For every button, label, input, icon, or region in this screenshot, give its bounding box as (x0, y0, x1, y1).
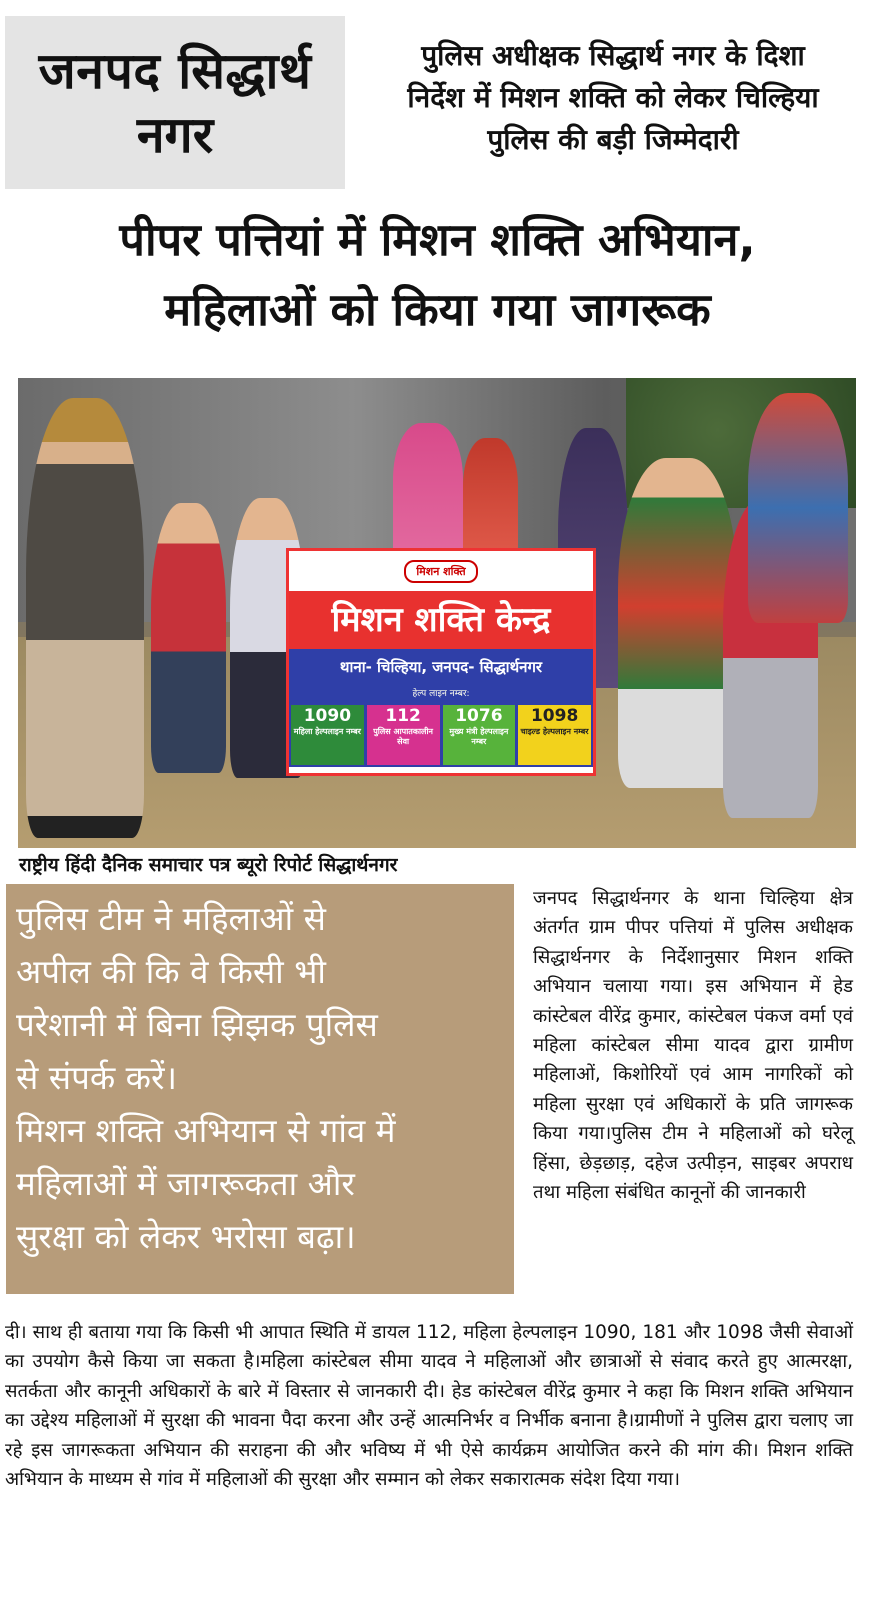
quote-line: से संपर्क करें। (16, 1058, 178, 1097)
article-column-text: जनपद सिद्धार्थनगर के थाना चिल्हिया क्षेत्र अंतर्गत ग्राम पीपर पत्तियां में पुलिस अधीक्षक सिद्धार्थनगर के निर्देशानुसार मिशन शक्ति अभियान चलाया गया। इस अभियान में हेड कांस्टेबल वीरेंद्र कुमार, कांस्टेबल पंकज वर्मा एवं महिला कांस्टेबल सीमा यादव द्वारा ग्रामीण महिलाओं, किशोरियों एवं आम नागरिकों को महिला सुरक्षा एवं अधिकारों के प्रति जागरूक किया गया।पुलिस टीम ने महिलाओं को घरेलू हिंसा, छेड़छाड़, दहेज उत्पीड़न, साइबर अपराध तथा महिला संबंधित कानूनों की जानकारी (533, 888, 853, 1204)
woman-figure (463, 438, 518, 558)
quote-line: अपील की कि वे किसी भी (16, 952, 326, 991)
pull-quote-box (6, 884, 514, 1294)
helpline-1090 (291, 705, 364, 765)
district-title-line1: जनपद सिद्धार्थ (38, 41, 312, 100)
news-photo (18, 378, 856, 848)
helpline-number: 1090 (303, 706, 352, 726)
banner-helpline-label: हेल्प लाइन नम्बर: (289, 685, 593, 703)
banner-title: मिशन शक्ति केन्द्र (289, 591, 593, 649)
helpline-1076 (443, 705, 516, 765)
headline (0, 205, 875, 345)
subheading (358, 35, 868, 161)
helpline-1098 (518, 705, 591, 765)
quote-line: महिलाओं में जागरूकता और (16, 1164, 355, 1203)
banner-top (289, 551, 593, 591)
article-body-text: दी। साथ ही बताया गया कि किसी भी आपात स्थिति में डायल 112, महिला हेल्पलाइन 1090, 181 और 1098 जैसी सेवाओं का उपयोग कैसे किया जा सकता है।महिला कांस्टेबल सीमा यादव ने महिलाओं और छात्राओं से संवाद करते हुए आत्मरक्षा, सतर्कता और कानूनी अधिकारों के बारे में विस्तार से जानकारी दी। हेड कांस्टेबल वीरेंद्र कुमार ने कहा कि मिशन शक्ति अभियान का उद्देश्य महिलाओं में सुरक्षा की भावना पैदा करना और उन्हें आत्मनिर्भर व निर्भीक बनाना है।ग्रामीणों ने पुलिस द्वारा चलाए जा रहे इस जागरूकता अभियान की सराहना की और भविष्य में भी ऐसे कार्यक्रम आयोजित करने की मांग की। मिशन शक्ति अभियान के माध्यम से गांव में महिलाओं की सुरक्षा और सम्मान को लेकर सकारात्मक संदेश दिया गया। (5, 1322, 853, 1491)
banner-subtitle: थाना- चिल्हिया, जनपद- सिद्धार्थनगर (289, 649, 593, 685)
quote-line: पुलिस टीम ने महिलाओं से (16, 899, 326, 938)
subheading-line1: पुलिस अधीक्षक सिद्धार्थ नगर के दिशा (421, 39, 805, 72)
helpline-text: महिला हेल्पलाइन नम्बर (293, 727, 361, 736)
helpline-number: 112 (385, 706, 421, 726)
helpline-text: चाइल्ड हेल्पलाइन नम्बर (520, 727, 589, 736)
helpline-text: पुलिस आपातकालीन सेवा (373, 727, 433, 746)
helpline-number: 1076 (455, 706, 503, 726)
subheading-line2: निर्देश में मिशन शक्ति को लेकर चिल्हिया (407, 81, 819, 114)
banner-logo: मिशन शक्ति (404, 560, 477, 583)
officer-figure (26, 398, 144, 838)
headline-line2: महिलाओं को किया गया जागरूक (164, 283, 711, 336)
mission-shakti-banner (286, 548, 596, 776)
quote-line: मिशन शक्ति अभियान से गांव में (16, 1111, 396, 1150)
bureau-credit: राष्ट्रीय हिंदी दैनिक समाचार पत्र ब्यूरो रिपोर्ट सिद्धार्थनगर (19, 854, 398, 876)
woman-figure (748, 393, 848, 623)
district-title-box (5, 16, 345, 189)
quote-line: सुरक्षा को लेकर भरोसा बढ़ा। (16, 1217, 356, 1256)
headline-line1: पीपर पत्तियां में मिशन शक्ति अभियान, (119, 213, 756, 266)
woman-figure (393, 423, 463, 563)
subheading-line3: पुलिस की बड़ी जिम्मेदारी (487, 123, 739, 156)
helpline-numbers (289, 703, 593, 767)
child-figure (151, 503, 226, 773)
girl-figure (618, 458, 738, 788)
helpline-number: 1098 (530, 706, 579, 726)
quote-line: परेशानी में बिना झिझक पुलिस (16, 1005, 378, 1044)
helpline-112 (367, 705, 440, 765)
district-title-line2: नगर (136, 105, 214, 164)
helpline-text: मुख्य मंत्री हेल्पलाइन नम्बर (449, 727, 509, 746)
